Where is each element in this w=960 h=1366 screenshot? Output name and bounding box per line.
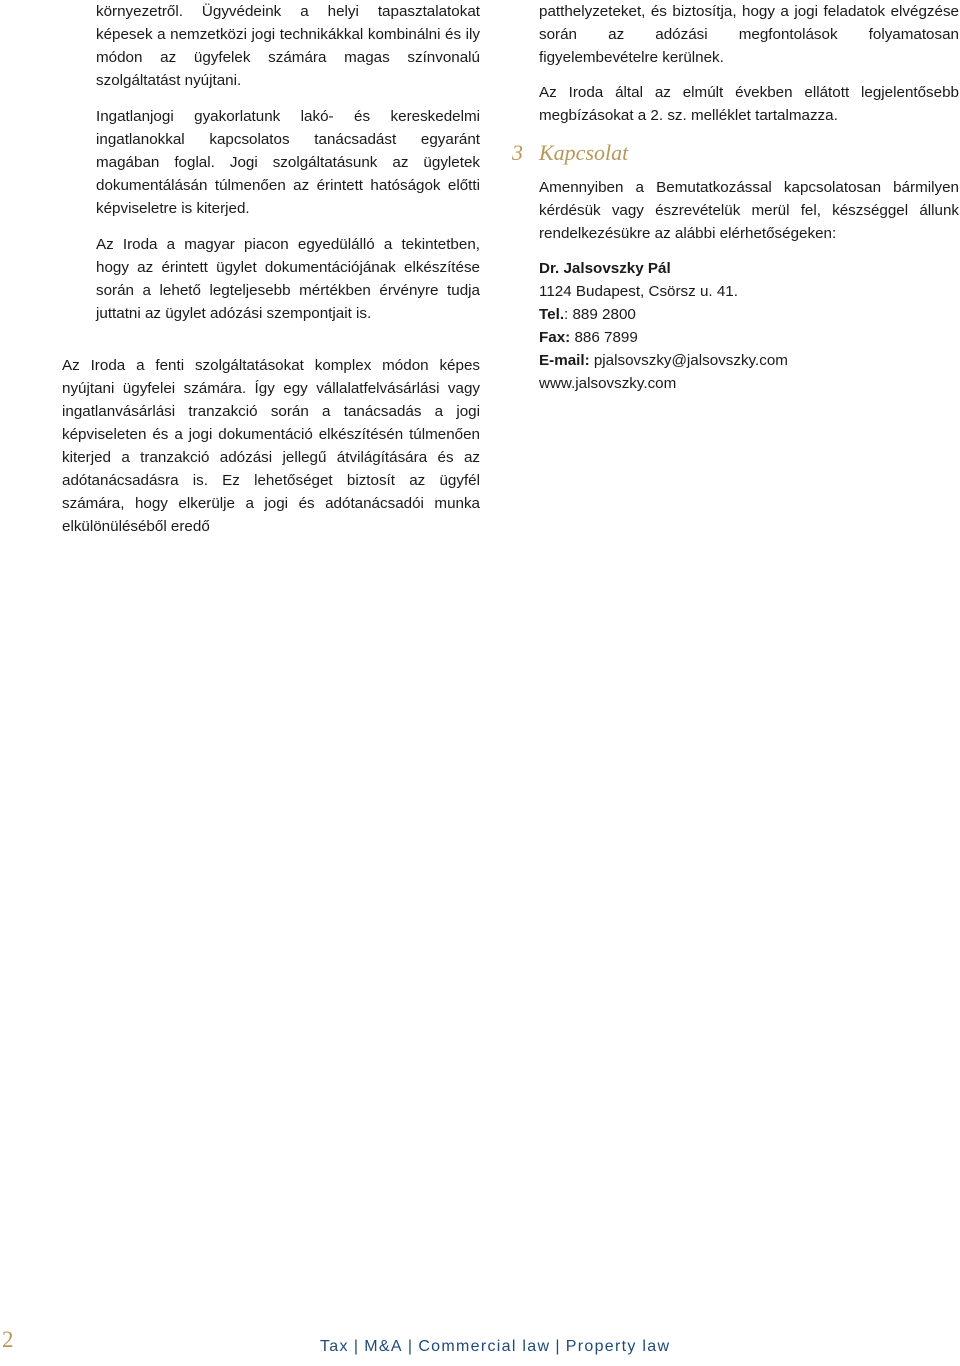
contact-address: 1124 Budapest, Csörsz u. 41. — [539, 283, 738, 300]
paragraph: Ingatlanjogi gyakorlatunk lakó- és kereskedelmi ingatlanokkal kapcsolatos tanácsadást egyaránt magában foglal. Jogi szolgáltatásunk az ügyletek dokumentálásán túlmenően az érintett hatóságok előtti képviseletre is kiterjed. — [96, 108, 480, 217]
section-heading — [512, 140, 628, 166]
tel-label: Tel. — [539, 306, 565, 323]
right-column-contact — [539, 176, 959, 395]
paragraph: Az Iroda által az elmúlt években ellátott legjelentősebb megbízásokat a 2. sz. melléklet tartalmazza. — [539, 84, 959, 124]
contact-email — [539, 349, 959, 372]
contact-tel — [539, 303, 959, 326]
fax-value: 886 7899 — [570, 329, 638, 346]
right-column-top — [539, 0, 959, 127]
email-label: E-mail: — [539, 352, 590, 369]
footer-item-ma: M&A — [364, 1338, 403, 1355]
left-column-upper — [96, 0, 480, 325]
paragraph: környezetről. Ügyvédeink a helyi tapasztalatokat képesek a nemzetközi jogi technikákkal kombinálni és ily módon az ügyfelek számára magas színvonalú szolgáltatást nyújtani. — [96, 3, 480, 89]
paragraph: Amennyiben a Bemutatkozással kapcsolatosan bármilyen kérdésük vagy észrevételük merül fel, készséggel állunk rendelkezésükre az alábbi elérhetőségeken: — [539, 179, 959, 242]
contact-website[interactable]: www.jalsovszky.com — [539, 375, 677, 392]
contact-name: Dr. Jalsovszky Pál — [539, 260, 671, 277]
footer-item-property-law: Property law — [565, 1338, 671, 1355]
tel-value: : 889 2800 — [564, 306, 636, 323]
footer-separator: | — [353, 1338, 360, 1355]
paragraph: Az Iroda a fenti szolgáltatásokat komplex módon képes nyújtani ügyfelei számára. Így egy vállalatfelvásárlási vagy ingatlanvásárlási tranzakció során a tanácsadás a jogi képviseleten és a jogi dokumentáció elkészítésén túlmenően kiterjed a tranzakció adózási jellegű átvilágítására és az adótanácsadásra is. Ez lehetőséget biztosít az ügyfél számára, hogy elkerülje a jogi és adótanácsadói munka elkülönüléséből eredő — [62, 357, 480, 535]
paragraph: patthelyzeteket, és biztosítja, hogy a jogi feladatok elvégzése során az adózási megfontolások folyamatosan figyelembevételre kerülnek. — [539, 3, 959, 66]
left-column-lower — [62, 354, 480, 538]
footer-separator: | — [407, 1338, 414, 1355]
footer-item-commercial-law: Commercial law — [418, 1338, 551, 1355]
footer-separator: | — [555, 1338, 561, 1355]
contact-fax — [539, 326, 959, 349]
fax-label: Fax: — [539, 329, 571, 346]
section-number: 3 — [512, 140, 523, 165]
section-title: Kapcsolat — [539, 140, 629, 165]
footer-item-tax: Tax — [320, 1338, 349, 1355]
paragraph: Az Iroda a magyar piacon egyedülálló a tekintetben, hogy az érintett ügylet dokumentációjának elkészítése során a lehető legteljesebb mértékben érvényre tudja juttatni az ügylet adózási szempontjait is. — [96, 236, 480, 322]
footer-services — [320, 1338, 670, 1356]
page-number: 2 — [2, 1327, 14, 1352]
email-value[interactable]: pjalsovszky@jalsovszky.com — [589, 352, 788, 369]
